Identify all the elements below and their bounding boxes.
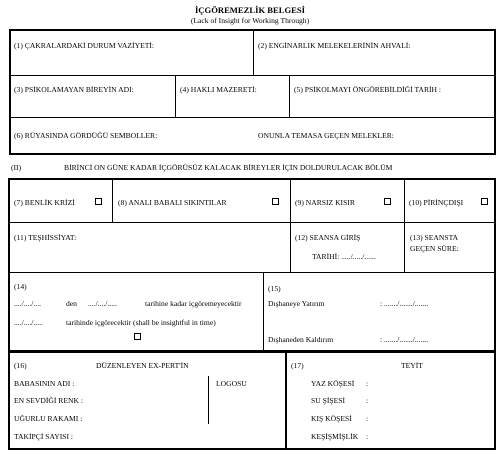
- field-admission-label: Dışhaneye Yatırım: [268, 299, 325, 308]
- checkbox-narcissistic-infertile[interactable]: [384, 198, 391, 205]
- checkbox-out-of-rice[interactable]: [481, 198, 488, 205]
- colon-winter: :: [366, 414, 369, 423]
- field-15-number: (15): [268, 284, 281, 293]
- document-title: İÇGÖREMEZLİK BELGESİ: [194, 5, 306, 15]
- field-expert-logo[interactable]: LOGOSU: [216, 379, 247, 388]
- field-session-duration-label: (13) SEANSTA: [410, 233, 459, 242]
- field-contact-angels[interactable]: ONUNLA TEMASA GEÇEN MELEKLER:: [258, 131, 394, 140]
- colon-water: :: [366, 396, 369, 405]
- field-16-title: DÜZENLEYEN EX-PERT'İN: [96, 361, 189, 370]
- field-foreseen-date[interactable]: (5) PSİKOLMAYI ÖNGÖREBİLDİĞİ TARİH :: [294, 85, 442, 94]
- field-valid-excuse[interactable]: (4) HAKLI MAZERETİ:: [180, 85, 257, 94]
- field-14-date-until[interactable]: ..../..../.....: [88, 299, 117, 308]
- field-winter-corner[interactable]: KIŞ KÖŞESİ: [311, 414, 352, 423]
- field-ego-crisis: (7) BENLİK KRİZİ: [14, 198, 75, 207]
- field-16-number: (16): [14, 361, 27, 370]
- field-expert-father-name[interactable]: BABASININ ADI :: [14, 379, 75, 388]
- field-monkhood[interactable]: KEŞİŞMİŞLİK: [311, 432, 359, 441]
- field-14-date-insight[interactable]: ..../..../.....: [14, 318, 43, 327]
- section-two-heading: BİRİNCİ ON GÜNE KADAR İÇGÖRÜSÜZ KALACAK BİREYLER İÇİN DOLDURULACAK BÖLÜM: [64, 163, 393, 172]
- field-session-entry-date[interactable]: TARİHİ: ...../...../......: [312, 252, 376, 261]
- field-chakra-status[interactable]: (1) ÇAKRALARDAKİ DURUM VAZİYETİ:: [14, 41, 154, 50]
- field-dream-symbols[interactable]: (6) RÜYASINDA GÖRDÜĞÜ SEMBOLLER:: [14, 131, 158, 140]
- field-subject-name[interactable]: (3) PSİKOLAMAYAN BİREYİN ADI:: [14, 85, 134, 94]
- checkbox-parental-troubles[interactable]: [272, 198, 279, 205]
- field-water-bottle[interactable]: SU ŞİŞESİ: [311, 396, 345, 405]
- field-expert-favorite-color[interactable]: EN SEVDİĞİ RENK :: [14, 396, 83, 405]
- field-14-number: (14): [14, 282, 27, 291]
- field-14-date-from[interactable]: ..../..../....: [14, 299, 42, 308]
- colon-monkhood: :: [366, 432, 369, 441]
- field-discharge-date[interactable]: : ......./......./.......: [380, 335, 429, 344]
- field-parental-troubles: (8) ANALI BABALI SIKINTILAR: [118, 198, 227, 207]
- field-admission-date[interactable]: : ......./......./.......: [380, 299, 429, 308]
- field-17-title: TEYİT: [401, 361, 423, 370]
- field-session-duration[interactable]: GEÇEN SÜRE:: [410, 244, 459, 253]
- field-expert-lucky-number[interactable]: UĞURLU RAKAMI :: [14, 414, 83, 423]
- document-subtitle: (Lack of Insight for Working Through): [190, 16, 310, 25]
- field-diagnosis[interactable]: (11) TEŞHİSSİYAT:: [14, 233, 77, 242]
- colon-summer: :: [366, 379, 369, 388]
- field-discharge-label: Dışhaneden Kaldırım: [268, 335, 334, 344]
- checkbox-ego-crisis[interactable]: [95, 198, 102, 205]
- field-summer-corner[interactable]: YAZ KÖŞESİ: [311, 379, 355, 388]
- field-14-until-text: tarihine kadar içgöremeyecektir: [145, 299, 242, 308]
- section-two-numeral: (II): [11, 163, 22, 172]
- field-14-insight-text: tarihinde içgörecektir (shall be insightful in time): [66, 318, 216, 327]
- checkbox-field-14[interactable]: [134, 333, 141, 340]
- field-17-number: (17): [291, 361, 304, 370]
- field-session-entry-label: (12) SEANSA GİRİŞ: [295, 233, 361, 242]
- field-14-den: den: [66, 299, 77, 308]
- field-artichoke-faculties[interactable]: (2) ENGİNARLIK MELEKELERİNİN AHVALİ:: [258, 41, 411, 50]
- field-expert-follower-count[interactable]: TAKİPÇİ SAYISI :: [14, 432, 74, 441]
- field-narcissistic-infertile: (9) NARSIZ KISIR: [295, 198, 355, 207]
- field-out-of-rice: (10) PİRİNÇDIŞI: [409, 198, 464, 207]
